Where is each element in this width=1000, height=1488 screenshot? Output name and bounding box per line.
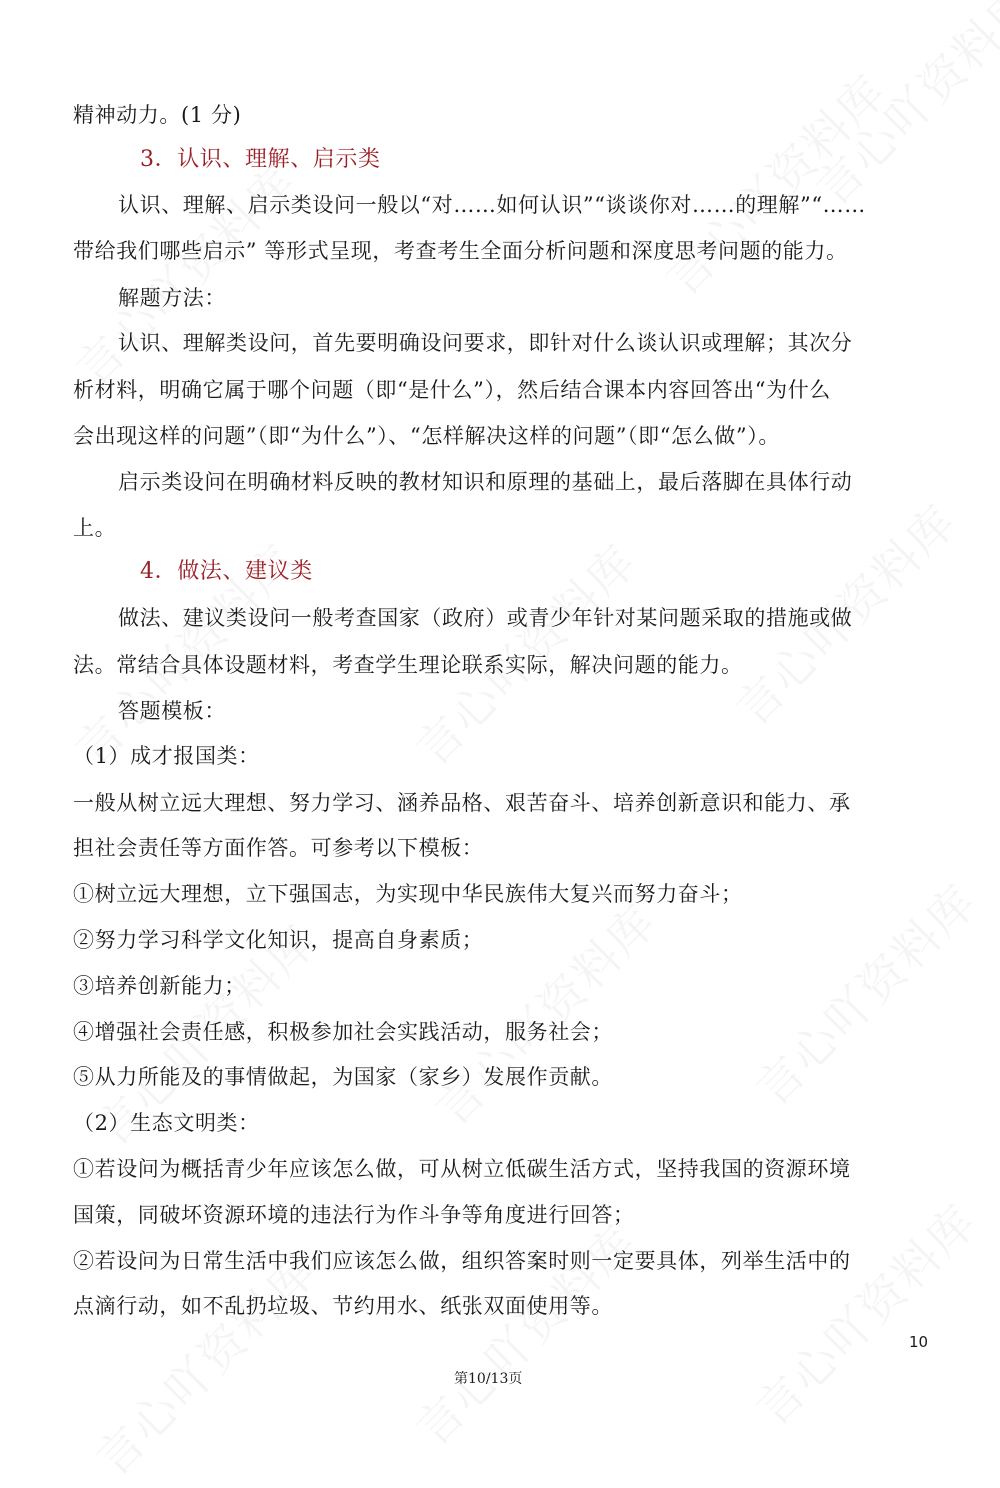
text-line: ④增强社会责任感，积极参加社会实践活动，服务社会；: [73, 1020, 613, 1044]
text-line: 精神动力。(1 分): [73, 103, 242, 127]
text-line: （2）生态文明类：: [73, 1111, 260, 1135]
text-line: 认识、理解、启示类设问一般以“对……如何认识”“谈谈你对……的理解”“……: [118, 193, 866, 217]
text-line: 点滴行动，如不乱扔垃圾、节约用水、纸张双面使用等。: [73, 1294, 613, 1318]
text-line: （1）成才报国类：: [73, 744, 260, 768]
text-line: ②努力学习科学文化知识，提高自身素质；: [73, 928, 484, 952]
page-footer: 第10/13页: [454, 1371, 523, 1387]
text-line: ②若设问为日常生活中我们应该怎么做，组织答案时则一定要具体，列举生活中的: [73, 1249, 851, 1273]
text-line: ①树立远大理想，立下强国志，为实现中华民族伟大复兴而努力奋斗；: [73, 882, 743, 906]
text-line: 认识、理解类设问，首先要明确设问要求，即针对什么谈认识或理解；其次分: [118, 331, 853, 355]
text-line: 启示类设问在明确材料反映的教材知识和原理的基础上，最后落脚在具体行动: [118, 470, 853, 494]
text-line: 一般从树立远大理想、努力学习、涵养品格、艰苦奋斗、培养创新意识和能力、承: [73, 791, 851, 815]
text-line: 答题模板：: [118, 699, 226, 723]
page-number: 10: [909, 1333, 929, 1351]
text-line: ③培养创新能力；: [73, 974, 246, 998]
text-line: 做法、建议类设问一般考查国家（政府）或青少年针对某问题采取的措施或做: [118, 606, 853, 630]
text-line: 担社会责任等方面作答。可参考以下模板：: [73, 836, 484, 860]
text-line: 带给我们哪些启示” 等形式呈现，考查考生全面分析问题和深度思考问题的能力。: [73, 239, 848, 263]
text-line: 上。: [73, 516, 117, 540]
section-heading: 3．认识、理解、启示类: [140, 147, 381, 172]
text-line: ⑤从力所能及的事情做起，为国家（家乡）发展作贡献。: [73, 1065, 613, 1089]
text-line: 会出现这样的问题”（即“为什么”）、“怎样解决这样的问题”（即“怎么做”）。: [73, 424, 780, 448]
text-line: 法。常结合具体设题材料，考查学生理论联系实际，解决问题的能力。: [73, 653, 743, 677]
text-line: ①若设问为概括青少年应该怎么做，可从树立低碳生活方式，坚持我国的资源环境: [73, 1157, 851, 1181]
section-heading: 4．做法、建议类: [140, 559, 313, 584]
text-line: 析材料，明确它属于哪个问题（即“是什么”），然后结合课本内容回答出“为什么: [73, 378, 831, 402]
text-line: 解题方法：: [118, 286, 226, 310]
text-line: 国策，同破坏资源环境的违法行为作斗争等角度进行回答；: [73, 1203, 635, 1227]
